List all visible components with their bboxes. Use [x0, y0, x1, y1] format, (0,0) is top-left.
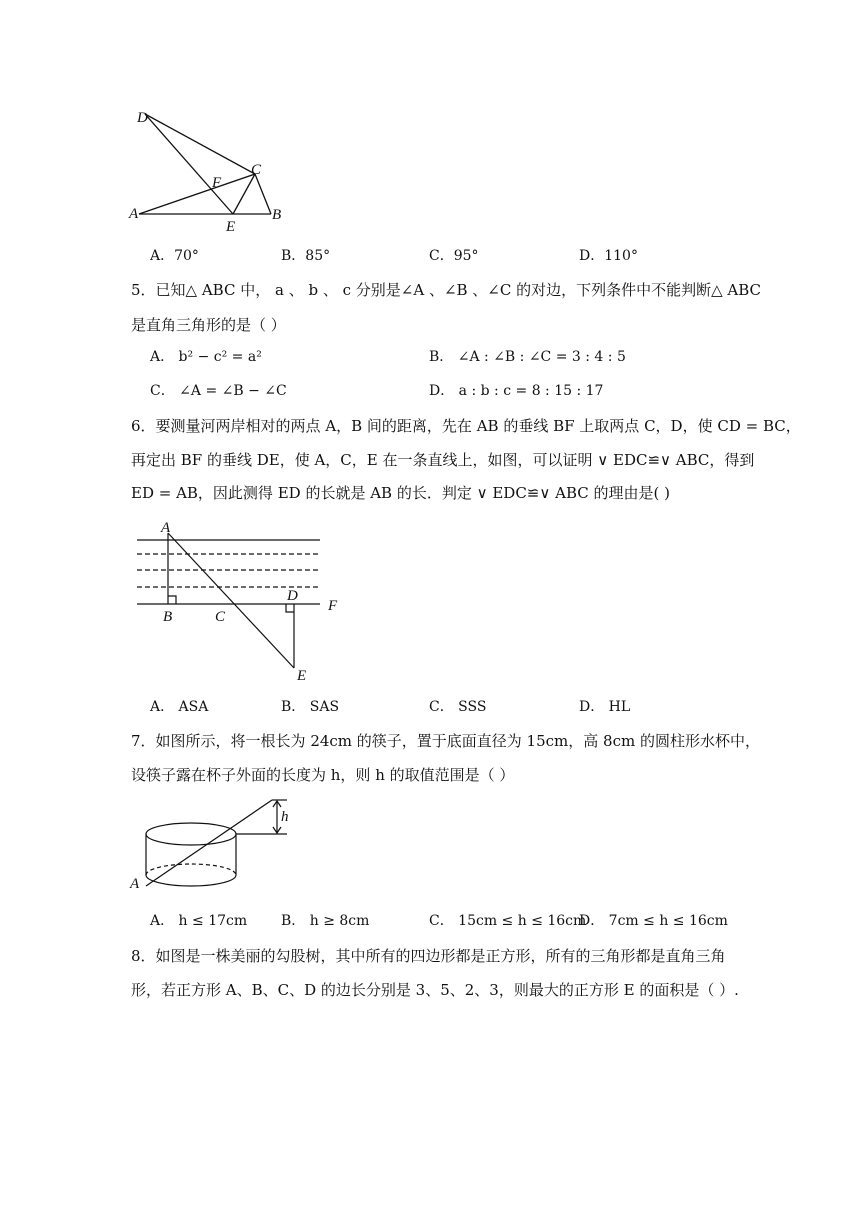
- q5-option-b: B． ∠A : ∠B : ∠C = 3 : 4 : 5: [429, 349, 626, 365]
- label-b: B: [163, 609, 173, 625]
- q8-stem-line1: 8．如图是一株美丽的勾股树，其中所有的四边形都是正方形，所有的三角形都是直角三角: [131, 947, 726, 965]
- q4-option-b: B．85°: [281, 248, 331, 264]
- label-e: E: [297, 668, 307, 684]
- q7-option-b: B． h ≥ 8cm: [281, 913, 370, 929]
- q7-stem-line1: 7．如图所示，将一根长为 24cm 的筷子，置于底面直径为 15cm，高 8cm 的圆柱形水杯中，: [131, 732, 760, 750]
- label-f: F: [212, 175, 222, 191]
- q7-option-d: D． 7cm ≤ h ≤ 16cm: [579, 913, 728, 929]
- label-f: F: [328, 598, 338, 614]
- label-a: A: [161, 520, 171, 536]
- q4-option-d: D．110°: [579, 248, 638, 264]
- q7-stem-line2: 设筷子露在杯子外面的长度为 h，则 h 的取值范围是（ ）: [131, 766, 515, 784]
- figure-cylinder-chopstick: [125, 794, 305, 894]
- q5-stem-line2: 是直角三角形的是（ ）: [131, 316, 286, 334]
- label-c: C: [215, 609, 226, 625]
- label-e: E: [226, 219, 236, 235]
- label-a: A: [130, 876, 140, 892]
- q5-stem-line1: 5．已知△ ABC 中， a 、 b 、 c 分别是∠A 、∠B 、∠C 的对边，下列条件中不能判断△ ABC: [131, 281, 762, 299]
- figure-river-measurement: [125, 518, 355, 688]
- q6-stem-line2: 再定出 BF 的垂线 DE，使 A，C，E 在一条直线上，如图，可以证明 ∨ EDC≌∨ ABC，得到: [131, 451, 755, 469]
- q6-option-b: B． SAS: [281, 699, 340, 715]
- q5-option-c: C． ∠A = ∠B − ∠C: [150, 383, 287, 399]
- label-c: C: [251, 162, 262, 178]
- q7-option-c: C． 15cm ≤ h ≤ 16cm: [429, 913, 587, 929]
- figure-triangle-dcfaeb: [125, 100, 295, 240]
- label-d: D: [287, 588, 298, 604]
- q6-option-c: C． SSS: [429, 699, 487, 715]
- q6-option-d: D． HL: [579, 699, 631, 715]
- label-d: D: [137, 110, 148, 126]
- q6-stem-line3: ED = AB，因此测得 ED 的长就是 AB 的长．判定 ∨ EDC≌∨ ABC 的理由是( ): [131, 484, 670, 502]
- q5-option-d: D． a : b : c = 8 : 15 : 17: [429, 383, 604, 399]
- label-b: B: [272, 207, 282, 223]
- q6-stem-line1: 6．要测量河两岸相对的两点 A，B 间的距离，先在 AB 的垂线 BF 上取两点 C，D，使 CD = BC，: [131, 417, 801, 435]
- q4-option-c: C．95°: [429, 248, 479, 264]
- q4-option-a: A．70°: [150, 248, 199, 264]
- label-a: A: [129, 206, 139, 222]
- q8-stem-line2: 形，若正方形 A、B、C、D 的边长分别是 3、5、2、3，则最大的正方形 E 的面积是（ ）.: [131, 981, 739, 999]
- q7-option-a: A． h ≤ 17cm: [150, 913, 248, 929]
- q5-option-a: A． b² − c² = a²: [150, 349, 262, 365]
- label-h: h: [281, 809, 289, 825]
- q6-option-a: A． ASA: [150, 699, 209, 715]
